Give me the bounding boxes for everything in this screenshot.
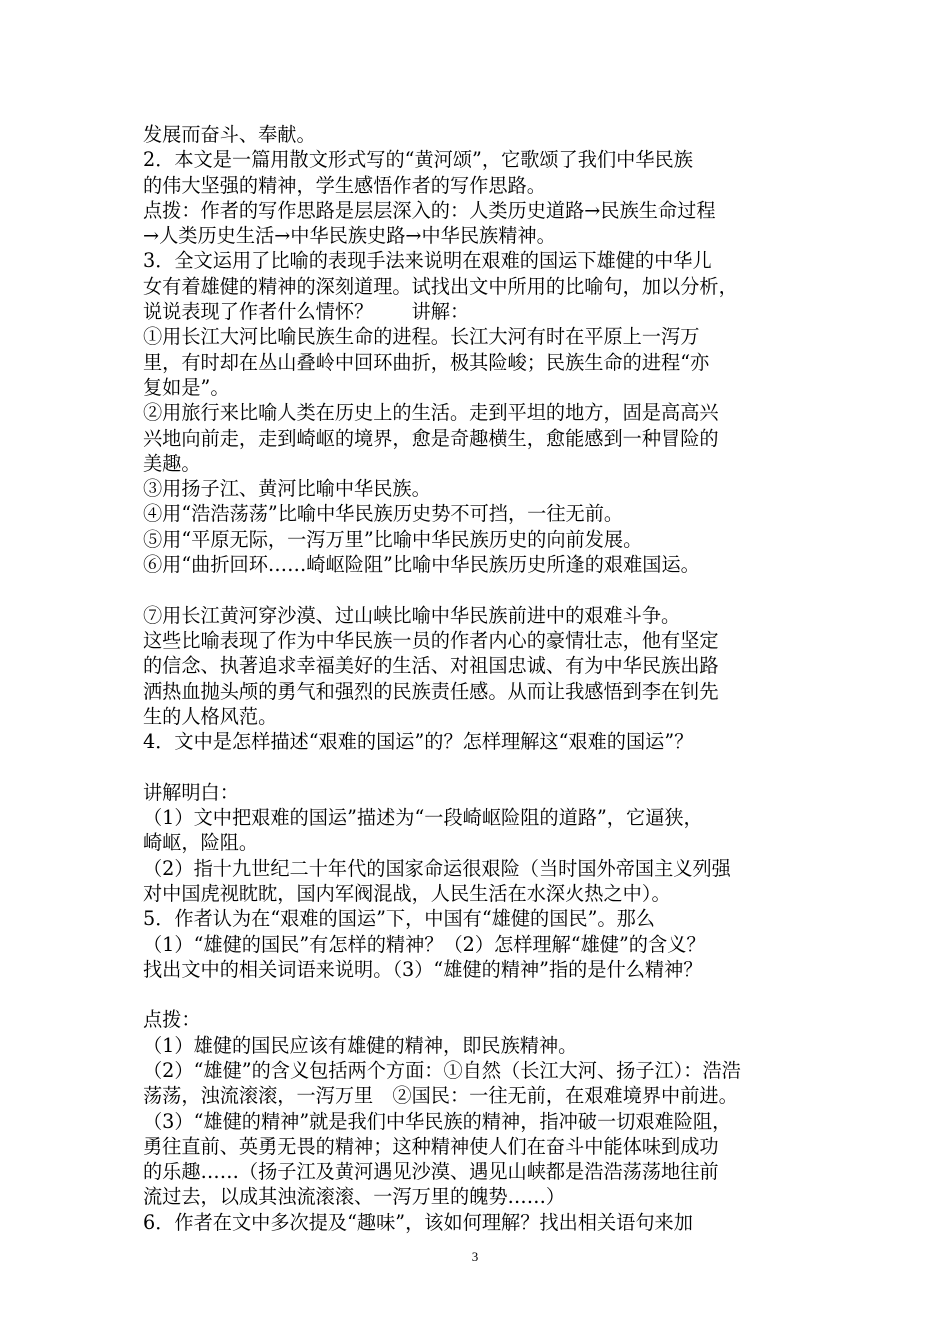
text-line: ⑥用“曲折回环……崎岖险阻”比喻中华民族历史所逢的艰难国运。 xyxy=(143,553,700,577)
text-line: 说说表现了作者什么情怀？ 讲解： xyxy=(143,300,470,324)
text-line: ⑤用“平原无际，一泻万里”比喻中华民族历史的向前发展。 xyxy=(143,527,643,551)
text-line: 2．本文是一篇用散文形式写的“黄河颂”，它歌颂了我们中华民族 xyxy=(143,148,693,172)
text-line: 6．作者在文中多次提及“趣味”，该如何理解？找出相关语句来加 xyxy=(143,1210,693,1234)
blank-line xyxy=(143,982,833,1007)
text-line: 点拨：作者的写作思路是层层深入的：人类历史道路→民族生命过程 xyxy=(143,198,716,222)
text-line: 的乐趣……（扬子江及黄河遇见沙漠、遇见山峡都是浩浩荡荡地往前 xyxy=(143,1160,719,1184)
text-line: 洒热血抛头颅的勇气和强烈的民族责任感。从而让我感悟到李在钊先 xyxy=(143,679,719,703)
text-line: 勇往直前、英勇无畏的精神；这种精神使人们在奋斗中能体味到成功 xyxy=(143,1134,719,1158)
text-line: ⑦用长江黄河穿沙漠、过山峡比喻中华民族前进中的艰难斗争。 xyxy=(143,603,681,627)
text-line: （1）雄健的国民应该有雄健的精神，即民族精神。 xyxy=(143,1033,578,1057)
text-line: 流过去，以成其浊流滚滚、一泻万里的魄势……） xyxy=(143,1185,566,1209)
text-line: （2）“雄健”的含义包括两个方面：①自然（长江大河、扬子江）：浩浩 xyxy=(143,1058,741,1082)
text-line: 荡荡，浊流滚滚，一泻万里 ②国民：一往无前，在艰难境界中前进。 xyxy=(143,1084,738,1108)
text-line: 崎岖，险阻。 xyxy=(143,831,259,855)
text-line: ③用扬子江、黄河比喻中华民族。 xyxy=(143,477,431,501)
text-line: ②用旅行来比喻人类在历史上的生活。走到平坦的地方，固是高高兴 xyxy=(143,401,719,425)
text-line: 对中国虎视眈眈，国内军阀混战，人民生活在水深火热之中）。 xyxy=(143,881,671,905)
text-line: 点拨： xyxy=(143,1008,201,1032)
text-line: （3）“雄健的精神”就是我们中华民族的精神，指冲破一切艰难险阻， xyxy=(143,1109,732,1133)
text-line: 的伟大坚强的精神，学生感悟作者的写作思路。 xyxy=(143,173,546,197)
text-line: （2）指十九世纪二十年代的国家命运很艰险（当时国外帝国主义列强 xyxy=(143,856,731,880)
text-line: 讲解明白： xyxy=(143,780,239,804)
text-line: 3．全文运用了比喻的表现手法来说明在艰难的国运下雄健的中华儿 xyxy=(143,249,712,273)
text-line: 发展而奋斗、奉献。 xyxy=(143,123,316,146)
text-line: 找出文中的相关词语来说明。（3）“雄健的精神”指的是什么精神？ xyxy=(143,957,703,981)
text-line: →人类历史生活→中华民族史路→中华民族精神。 xyxy=(143,224,556,248)
text-line: 复如是”。 xyxy=(143,375,230,399)
text-line: 里，有时却在丛山叠岭中回环曲折，极其险峻；民族生命的进程“亦 xyxy=(143,350,710,374)
text-line: 兴地向前走，走到崎岖的境界，愈是奇趣横生，愈能感到一种冒险的 xyxy=(143,426,719,450)
text-line: 女有着雄健的精神的深刻道理。试找出文中所用的比喻句，加以分析， xyxy=(143,274,738,298)
text-line: 4．文中是怎样描述“艰难的国运”的？怎样理解这“艰难的国运”？ xyxy=(143,730,694,754)
text-line: （1）文中把艰难的国运”描述为“一段崎岖险阻的道路”，它逼狭， xyxy=(143,806,703,830)
text-line: 生的人格风范。 xyxy=(143,704,278,728)
text-line: 这些比喻表现了作为中华民族一员的作者内心的豪情壮志，他有坚定 xyxy=(143,628,719,652)
blank-line xyxy=(143,754,833,779)
text-line: ④用“浩浩荡荡”比喻中华民族历史势不可挡，一往无前。 xyxy=(143,502,624,526)
document-body xyxy=(143,122,833,1235)
text-line: 5．作者认为在“艰难的国运”下，中国有“雄健的国民”。那么 xyxy=(143,907,655,931)
text-line: （1）“雄健的国民”有怎样的精神？（2）怎样理解“雄健”的含义？ xyxy=(143,932,706,956)
text-line: 美趣。 xyxy=(143,451,201,475)
text-line: 的信念、执著追求幸福美好的生活、对祖国忠诚、有为中华民族出路 xyxy=(143,654,719,678)
text-line: ①用长江大河比喻民族生命的进程。长江大河有时在平原上一泻万 xyxy=(143,325,700,349)
blank-line xyxy=(143,577,833,602)
page-number: 3 xyxy=(471,1249,479,1264)
